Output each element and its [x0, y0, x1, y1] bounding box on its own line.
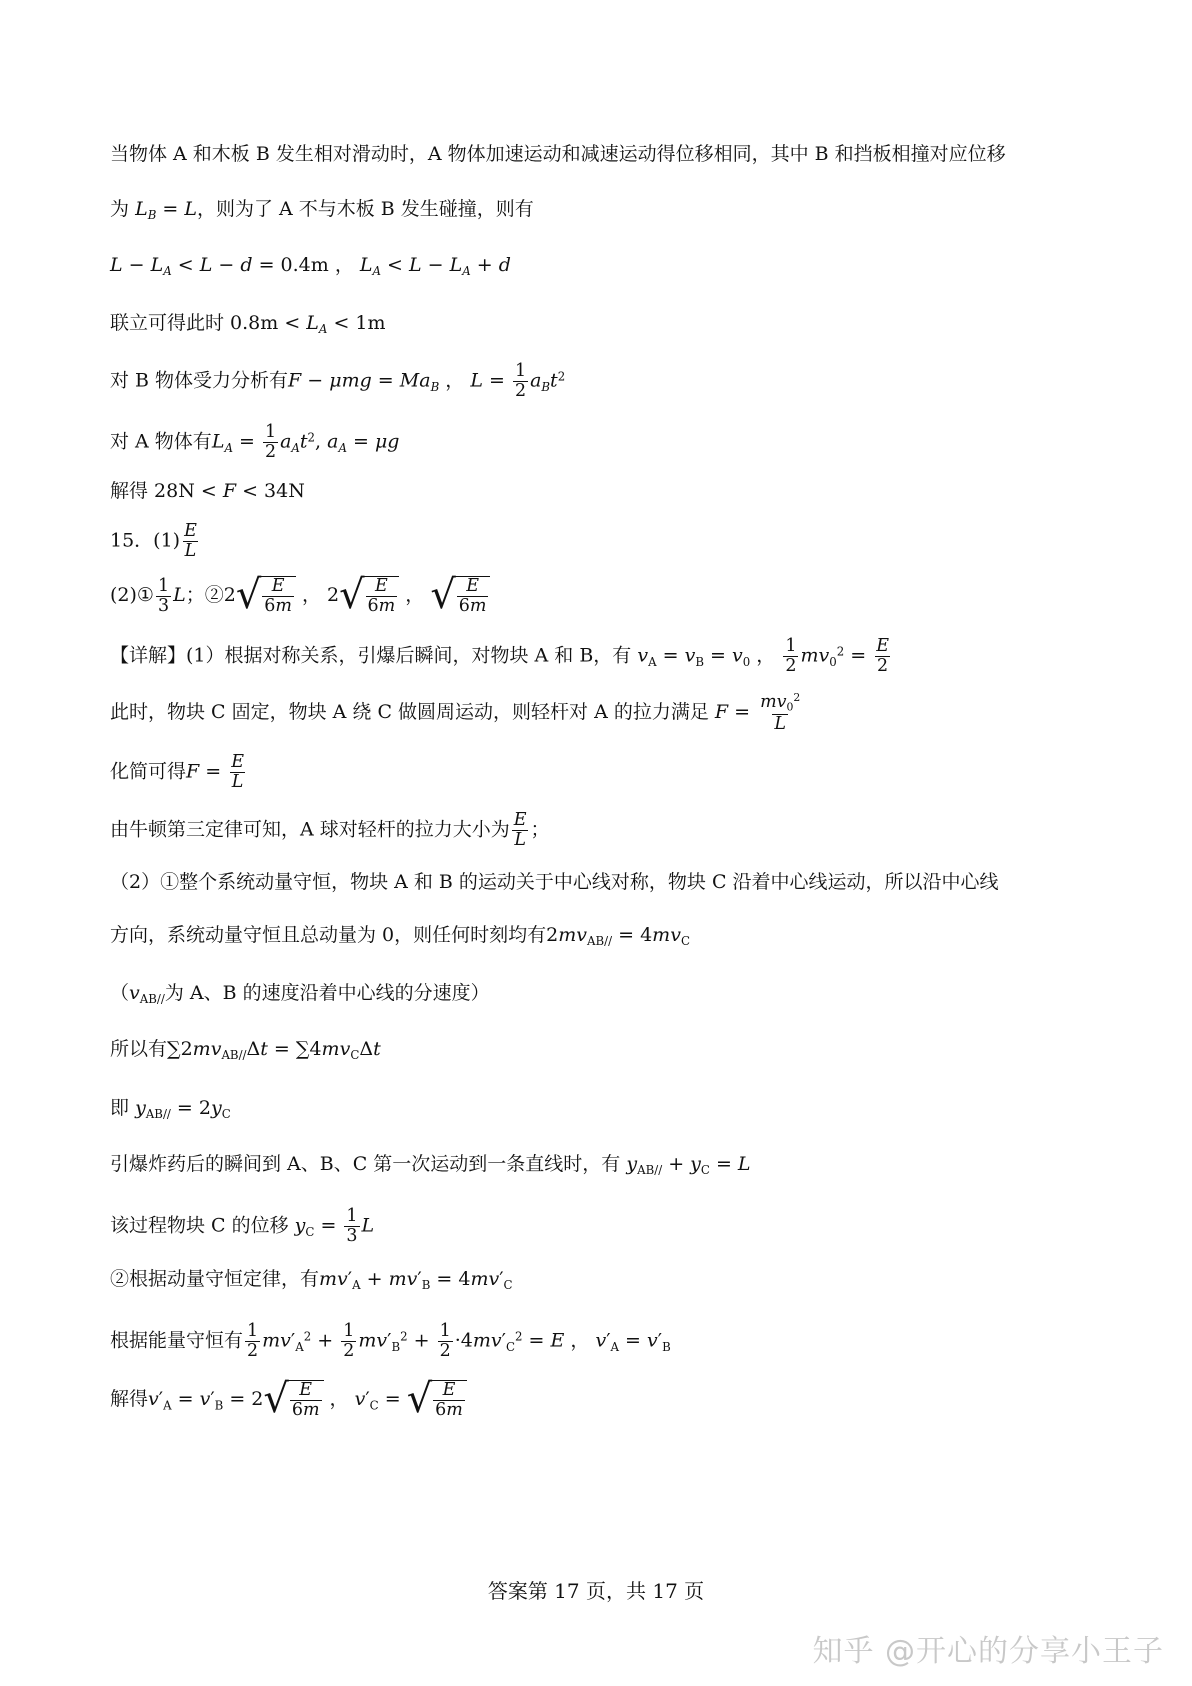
text-line-15: 方向，系统动量守恒且总动量为 0，则任何时刻均有$2mv_{AB//} = 4mv_C$	[110, 924, 690, 949]
equation: $L_B = L$	[135, 198, 197, 223]
text-line-11: 此时，物块 C 固定，物块 A 绕 C 做圆周运动，则轻杆对 A 的拉力满足 F = $\frac{mv_0^2}{L}$	[110, 691, 801, 734]
text-line-5: 对 B 物体受力分析有$F - \mu mg = Ma_B$ ， L = $\frac{1}{2}$ $a_Bt^2$	[110, 361, 566, 402]
text-line-13: 由牛顿第三定律可知，A 球对轻杆的拉力大小为 $\frac{E}{L}$ ；	[110, 810, 550, 851]
equation-line-3: $L - L_A < L - d = 0.4m$ ， $L_A < L - L_A + d$	[110, 254, 511, 279]
text-line-23: 解得$v'_A = v'_B = 2$ √ E 6m ， $v'_C$ = √ E 6m	[110, 1380, 467, 1420]
answer-15-part-2: (2)① $\frac{1}{3}$ L；②2 √ E 6m ， 2 √ E 6m ， √ E 6m	[110, 576, 490, 616]
page-footer: 答案第 17 页，共 17 页	[487, 1579, 705, 1603]
text-line-6: 对 A 物体有$L_A$ = $\frac{1}{2}$ $a_At^2$, $a_A = \mu g$	[110, 422, 400, 463]
text-line-22: 根据能量守恒有 $\frac{1}{2}$ $mv'_A^2$ + $\frac{1}{2}$ $mv'_B^2$ + $\frac{1}{2}$ $\cdot 4mv'_C^2 = E$ ， $v'_A = v'_B$	[110, 1321, 671, 1362]
text-line-1: 当物体 A 和木板 B 发生相对滑动时，A 物体加速运动和减速运动得位移相同，其中 B 和挡板相撞对应位移	[110, 143, 1006, 165]
text-line-4: 联立可得此时 $0.8m < L_A < 1m$	[110, 312, 386, 337]
text-line-16: （$v_{AB//}$为 A、B 的速度沿着中心线的分速度）	[110, 982, 490, 1007]
text-line-20: 该过程物块 C 的位移 $y_C$ = $\frac{1}{3}$ L	[110, 1206, 375, 1247]
text-line-12: 化简可得F = $\frac{E}{L}$	[110, 752, 244, 793]
answer-15-part-1: 15．(1) $\frac{E}{L}$	[110, 521, 197, 562]
watermark: 知乎 @开心的分享小王子	[812, 1634, 1164, 1669]
text-line-17: 所以有$\sum 2mv_{AB//}\Delta t = \sum 4mv_C\Delta t$	[110, 1038, 381, 1063]
text-line-7: 解得 28N < F < 34N	[110, 480, 305, 502]
text-line-21: ②根据动量守恒定律，有$mv'_A + mv'_B = 4mv'_C$	[110, 1268, 513, 1293]
text-line-18: 即 $y_{AB//} = 2y_C$	[110, 1097, 231, 1122]
text-line-2: 为 $L_B = L$，则为了 A 不与木板 B 发生碰撞，则有	[110, 198, 534, 223]
text-line-19: 引爆炸药后的瞬间到 A、B、C 第一次运动到一条直线时，有 $y_{AB//} + y_C = L$	[110, 1153, 751, 1178]
text-line-14: （2）①整个系统动量守恒，物块 A 和 B 的运动关于中心线对称，物块 C 沿着中心线运动，所以沿中心线	[110, 871, 999, 893]
text-line-10: 【详解】(1）根据对称关系，引爆后瞬间，对物块 A 和 B，有 $v_A = v_B = v_0$ ， $\frac{1}{2}$ $mv_0^2$ = $\frac{E}{2}$	[110, 636, 889, 677]
